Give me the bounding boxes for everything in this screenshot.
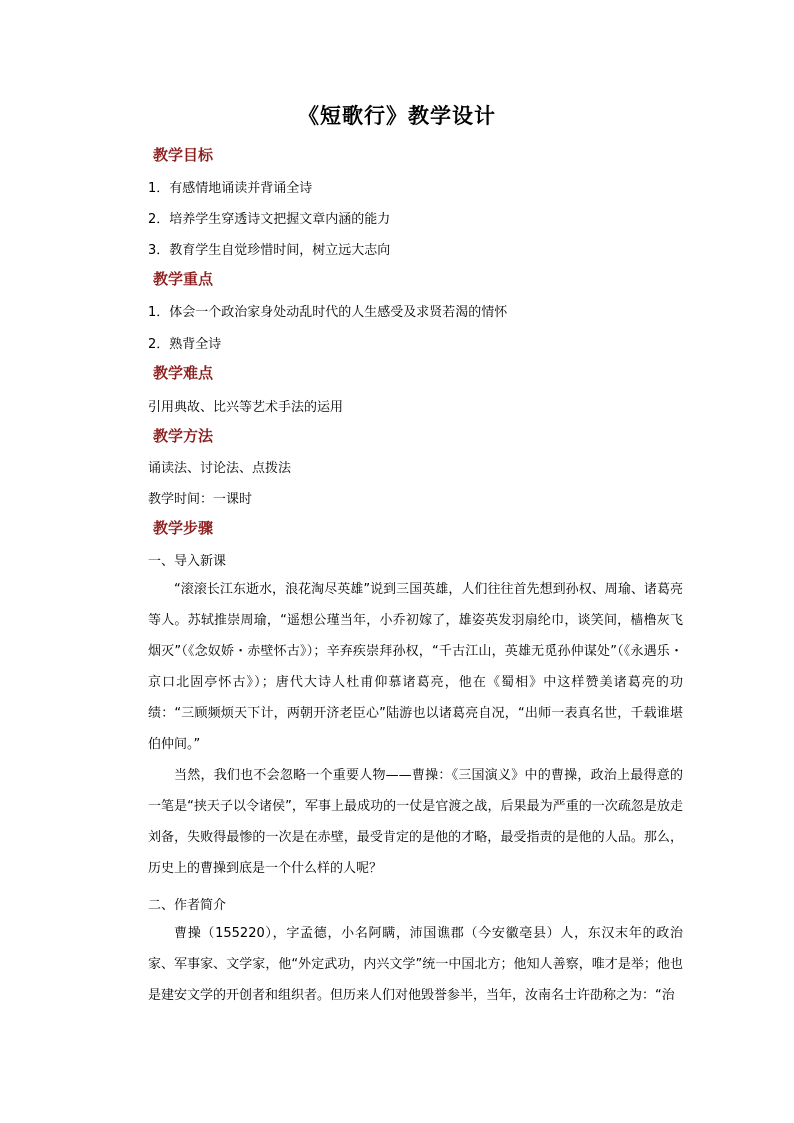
key-point-item-1: 1．体会一个政治家身处动乱时代的人生感受及求贤若渴的情怀 [148, 305, 508, 320]
key-point-item-2: 2．熟背全诗 [148, 337, 222, 352]
heading-key-points: 教学重点 [153, 270, 214, 288]
goal-item-3: 3．教育学生自觉珍惜时间，树立远大志向 [148, 243, 391, 258]
goal-item-2: 2．培养学生穿透诗文把握文章内涵的能力 [148, 212, 391, 227]
step-1-paragraph-1: “滚滚长江东逝水，浪花淘尽英雄”说到三国英雄，人们往往首先想到孙权、周瑜、诸葛亮等人。苏轼推崇周瑜，“遥想公瑾当年，小乔初嫁了，雄姿英发羽扇纶巾，谈笑间，樯橹灰飞烟灭”（《念奴娇・赤壁怀古》）；辛弃疾崇拜孙权，“千古江山，英雄无觅孙仲谋处”（《永遇乐・京口北固亭怀古》）；唐代大诗人杜甫仰慕诸葛亮，他在《蜀相》中这样赞美诸葛亮的功绩：“三顾频烦天下计，两朝开济老臣心”陆游也以诸葛亮自况，“出师一表真名世，千载谁堪伯仲间。” [148, 582, 683, 752]
step-2-paragraph-1: 曹操（155220），字孟德，小名阿瞒，沛国谯郡（今安徽亳县）人，东汉末年的政治家、军事家、文学家，他“外定武功，内兴文学”统一中国北方；他知人善察，唯才是举；他也是建安文学的开创者和组织者。但历来人们对他毁誉参半，当年，汝南名士许劭称之为：“治 [148, 926, 683, 1003]
heading-steps: 教学步骤 [153, 519, 214, 537]
teaching-time: 教学时间：一课时 [148, 492, 253, 507]
document-title: 《短歌行》教学设计 [298, 103, 496, 128]
heading-teaching-goals: 教学目标 [153, 146, 214, 164]
step-1-title: 一、导入新课 [148, 554, 227, 569]
goal-item-1: 1．有感情地诵读并背诵全诗 [148, 181, 313, 196]
step-1-paragraph-2: 当然，我们也不会忽略一个重要人物——曹操：《三国演义》中的曹操，政治上最得意的一笔是“挟天子以令诸侯”，军事上最成功的一仗是官渡之战，后果最为严重的一次疏忽是放走刘备，失败得最惨的一次是在赤壁，最受肯定的是他的才略，最受指责的是他的人品。那么，历史上的曹操到底是一个什么样的人呢？ [148, 768, 683, 876]
methods-text: 诵读法、讨论法、点拨法 [148, 461, 292, 476]
heading-methods: 教学方法 [153, 427, 214, 445]
difficulties-text: 引用典故、比兴等艺术手法的运用 [148, 400, 344, 415]
heading-difficulties: 教学难点 [153, 364, 214, 382]
step-2-title: 二、作者简介 [148, 898, 227, 913]
